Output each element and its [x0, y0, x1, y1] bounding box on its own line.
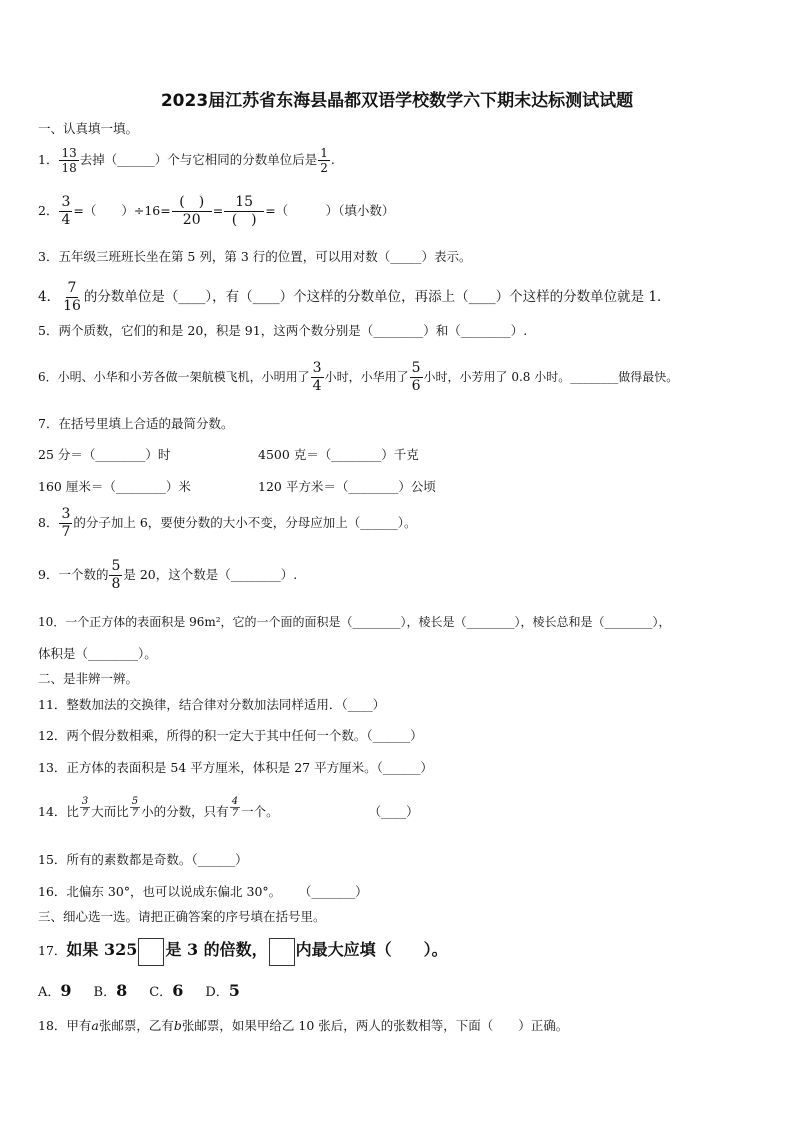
- question-6: 6．小明、小华和小芳各做一架航模飞机，小明用了 $\frac{3}{4}$ 小时，小华用了 $\frac{5}{6}$ 小时，小芳用了 0.8 小时。________做得最快。: [38, 360, 679, 394]
- question-10: 10．一个正方体的表面积是 96m²，它的一个面的面积是（________），棱长是（________），棱长总和是（________），: [38, 615, 671, 629]
- fraction: $\frac{13}{18}$: [61, 146, 77, 175]
- section-1-heading: 一、认真填一填。: [38, 121, 139, 136]
- question-1: 1． $\frac{13}{18}$ 去掉（______）个与它相同的分数单位后是 $\frac{1}{2}$ .: [38, 146, 335, 175]
- question-9: 9．一个数的 $\frac{5}{8}$ 是 20，这个数是（________）.: [38, 558, 298, 592]
- fraction-blank-denominator: $\frac{15}{( )}$: [224, 194, 264, 229]
- question-2: 2． $\frac{3}{4}$ =（ ）÷16= $\frac{( )}{20}$ = $\frac{15}{( )}$ =（ ）（填小数）: [38, 194, 395, 228]
- fraction-blank-numerator: $\frac{( )}{20}$: [172, 194, 212, 229]
- fraction: $\frac{3}{4}$: [312, 360, 322, 394]
- question-7-row-2: 160 厘米＝（________）米 120 平方米＝（________）公顷: [38, 479, 436, 494]
- question-4: 4． $\frac{7}{16}$ 的分数单位是（____），有（____）个这样的分数单位，再添上（____）个这样的分数单位就是 1．: [38, 280, 671, 314]
- fraction: $\frac{4}{7}$: [231, 796, 239, 819]
- question-17: 17．如果 325 是 3 的倍数， 内最大应填（ ）。: [38, 935, 764, 966]
- question-13: 13．正方体的表面积是 54 平方厘米，体积是 27 平方厘米。（______）: [38, 760, 433, 775]
- fraction: $\frac{5}{6}$: [411, 360, 421, 394]
- section-3-heading: 三、细心选一选。请把正确答案的序号填在括号里。: [38, 909, 326, 924]
- fraction: $\frac{3}{7}$: [61, 506, 71, 540]
- fraction: $\frac{5}{7}$: [131, 796, 139, 819]
- blank-box[interactable]: [138, 938, 164, 966]
- question-14: 14．比 $\frac{3}{7}$ 大而比 $\frac{5}{7}$ 小的分数，只有 $\frac{4}{7}$ 一个。 （____）: [38, 796, 419, 819]
- question-17-options: A．9 B．8 C．6 D．5: [38, 981, 240, 1000]
- question-11: 11．整数加法的交换律，结合律对分数加法同样适用．（____）: [38, 697, 386, 712]
- question-10-cont: 体积是（________）。: [38, 646, 157, 661]
- question-7: 7．在括号里填上合适的最简分数。: [38, 416, 234, 431]
- question-7-row-1: 25 分＝（________）时 4500 克＝（________）千克: [38, 447, 419, 462]
- question-16: 16．北偏东 30°，也可以说成东偏北 30°。 （_______）: [38, 884, 368, 899]
- section-2-heading: 二、是非辨一辨。: [38, 671, 139, 686]
- fraction: $\frac{3}{4}$: [61, 194, 71, 228]
- blank-box[interactable]: [269, 938, 295, 966]
- fraction: $\frac{1}{2}$: [320, 146, 328, 175]
- option-d[interactable]: 5: [228, 981, 240, 1000]
- question-12: 12．两个假分数相乘，所得的积一定大于其中任何一个数。（______）: [38, 728, 423, 743]
- option-b[interactable]: 8: [116, 981, 128, 1000]
- fraction: $\frac{7}{16}$: [63, 280, 81, 314]
- fraction: $\frac{3}{7}$: [81, 796, 89, 819]
- question-3: 3．五年级三班班长坐在第 5 列，第 3 行的位置，可以用对数（_____）表示。: [38, 249, 472, 264]
- question-8: 8． $\frac{3}{7}$ 的分子加上 6，要使分数的大小不变，分母应加上（______）。: [38, 506, 417, 540]
- option-c[interactable]: 6: [172, 981, 184, 1000]
- question-15: 15．所有的素数都是奇数。（______）: [38, 852, 248, 867]
- fraction: $\frac{5}{8}$: [111, 558, 121, 592]
- question-5: 5．两个质数，它们的和是 20，积是 91，这两个数分别是（________）和（________）.: [38, 323, 528, 338]
- question-18: 18．甲有a张邮票，乙有b张邮票，如果甲给乙 10 张后，两人的张数相等，下面（ ）正确。: [38, 1018, 569, 1033]
- page-title: 2023届江苏省东海县晶都双语学校数学六下期末达标测试试题: [160, 91, 634, 111]
- option-a[interactable]: 9: [60, 981, 72, 1000]
